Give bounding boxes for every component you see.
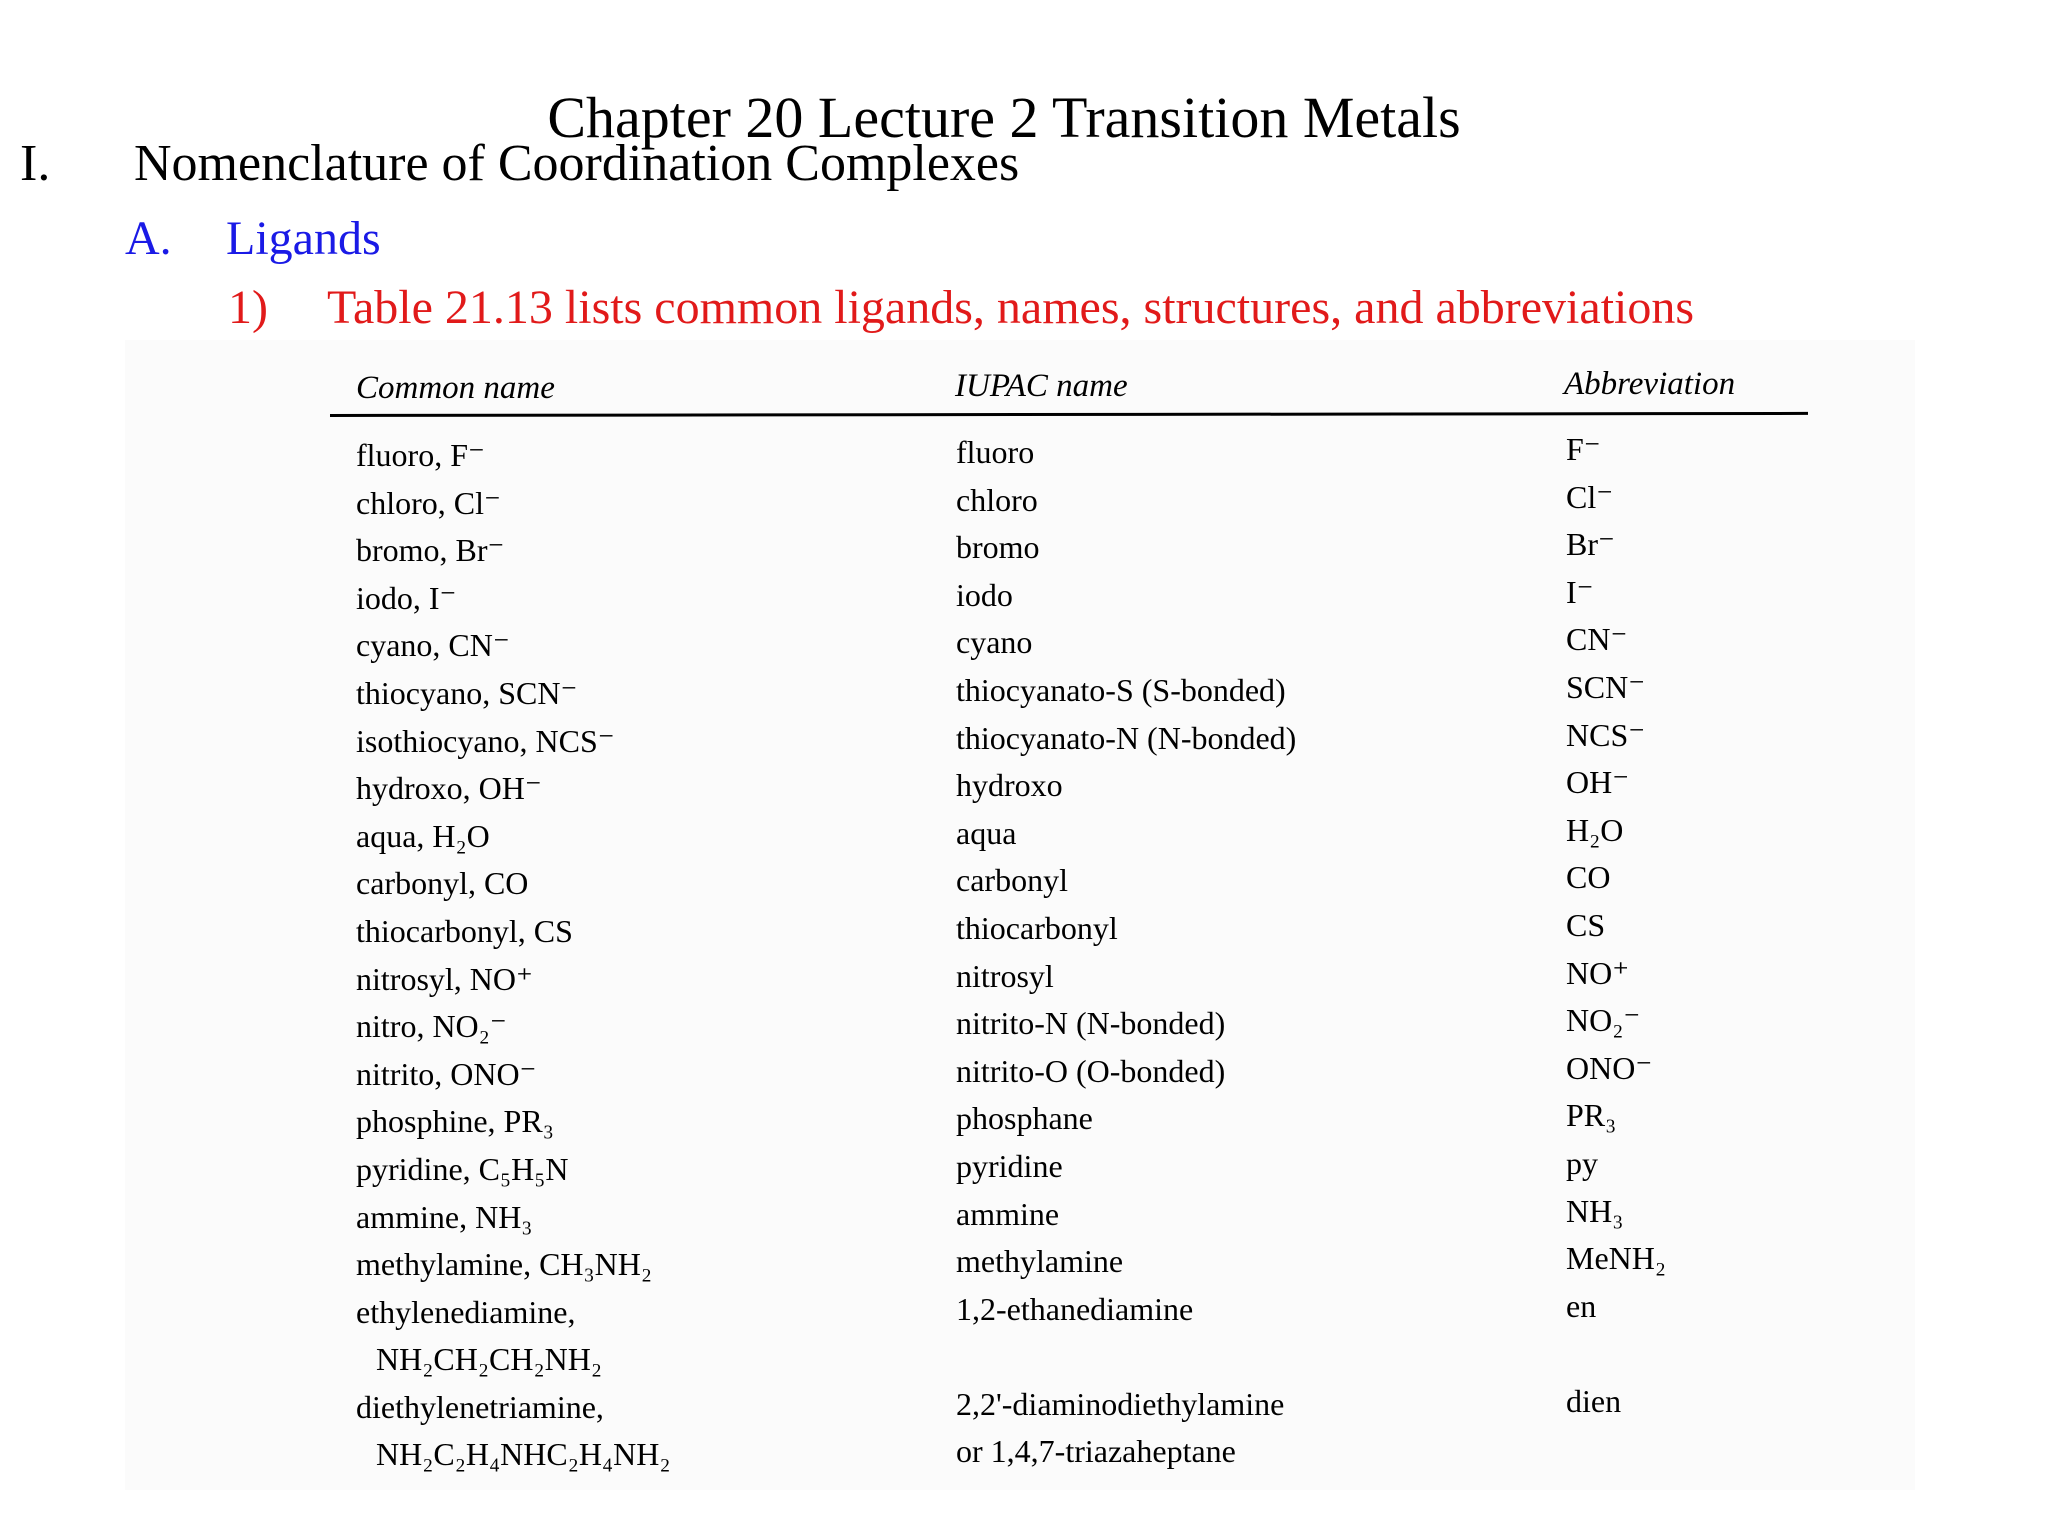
cell-common-name: fluoro, F⁻ [356,437,485,473]
column-header-iupac-name: IUPAC name [955,368,1128,404]
cell-abbreviation: PR₃ [1566,1097,1617,1134]
table-row [0,765,2048,813]
cell-abbreviation: MeNH₂ [1566,1240,1667,1277]
cell-abbreviation: H₂O [1566,811,1624,848]
table-row [0,1194,2048,1242]
cell-abbreviation: en [1566,1287,1597,1324]
cell-abbreviation: CN⁻ [1566,621,1628,658]
cell-common-name: bromo, Br⁻ [356,532,505,569]
table-row [0,1431,2048,1479]
cell-iupac-name: hydroxo [956,767,1063,804]
cell-common-name: ammine, NH₃ [356,1198,533,1235]
table-row [0,622,2048,670]
cell-common-name: cyano, CN⁻ [356,627,510,664]
column-header-abbreviation: Abbreviation [1564,366,1736,402]
cell-iupac-name: nitrosyl [956,957,1054,994]
cell-abbreviation: NCS⁻ [1566,716,1646,753]
cell-common-name: isothiocyano, NCS⁻ [356,722,615,759]
table-row [0,480,2048,528]
cell-common-name: diethylenetriamine, [356,1388,604,1425]
cell-iupac-name: 1,2-ethanediamine [956,1290,1194,1327]
cell-iupac-name: iodo [956,576,1013,613]
table-row [0,1384,2048,1432]
cell-common-name: methylamine, CH₃NH₂ [356,1246,653,1283]
cell-iupac-name: pyridine [956,1147,1063,1184]
cell-iupac-name: chloro [956,481,1038,518]
cell-iupac-name: carbonyl [956,862,1068,899]
cell-common-name: nitrito, ONO⁻ [356,1055,537,1092]
cell-common-name: phosphine, PR₃ [356,1103,554,1140]
outline-level2-heading: Ligands [226,212,381,265]
table-row [0,908,2048,956]
cell-iupac-name: bromo [956,529,1040,566]
cell-abbreviation: Br⁻ [1566,526,1615,563]
cell-iupac-name: nitrito-N (N-bonded) [956,1005,1226,1042]
cell-common-name: carbonyl, CO [356,865,529,902]
table-row [0,718,2048,766]
outline-level3-marker: 1) [228,281,268,334]
cell-iupac-name: fluoro [956,434,1035,470]
cell-common-name: nitro, NO₂⁻ [356,1008,507,1045]
cell-common-name: NH₂C₂H₄NHC₂H₄NH₂ [376,1436,671,1473]
cell-abbreviation: CO [1566,859,1611,896]
cell-iupac-name: nitrito-O (O-bonded) [956,1052,1226,1089]
cell-iupac-name: aqua [956,814,1017,851]
cell-common-name: chloro, Cl⁻ [356,484,501,521]
table-row [0,670,2048,718]
table-row [0,1146,2048,1194]
column-header-common-name: Common name [356,370,555,406]
slide-title: Chapter 20 Lecture 2 Transition Metals [547,85,1461,150]
table-row [0,527,2048,575]
cell-common-name: iodo, I⁻ [356,579,457,616]
cell-abbreviation: OH⁻ [1566,764,1630,801]
cell-abbreviation: py [1566,1144,1598,1181]
table-row [0,432,2048,480]
cell-iupac-name: thiocyanato-N (N-bonded) [956,719,1297,756]
table-row [0,1241,2048,1289]
cell-abbreviation: NH₃ [1566,1192,1624,1229]
table-row [0,1098,2048,1146]
cell-abbreviation: dien [1566,1382,1622,1419]
ligand-table-body [0,432,2048,1479]
cell-common-name: pyridine, C₅H₅N [356,1150,569,1187]
cell-iupac-name: cyano [956,624,1033,661]
table-row [0,1289,2048,1337]
cell-iupac-name: thiocyanato-S (S-bonded) [956,671,1286,708]
cell-common-name: thiocarbonyl, CS [356,912,573,949]
cell-common-name: nitrosyl, NO⁺ [356,960,533,997]
cell-iupac-name: methylamine [956,1243,1124,1280]
cell-iupac-name: or 1,4,7-triazaheptane [956,1433,1236,1470]
cell-common-name: NH₂CH₂CH₂NH₂ [376,1341,602,1378]
cell-abbreviation: Cl⁻ [1566,478,1614,515]
cell-abbreviation: ONO⁻ [1566,1049,1653,1086]
table-row [0,956,2048,1004]
outline-level3-text: Table 21.13 lists common ligands, names, structures, and abbreviations [327,281,1695,334]
cell-abbreviation: NO₂⁻ [1566,1002,1641,1039]
table-row [0,1051,2048,1099]
cell-abbreviation: CS [1566,906,1606,943]
table-row [0,860,2048,908]
table-row [0,1336,2048,1384]
cell-common-name: hydroxo, OH⁻ [356,770,542,807]
cell-abbreviation: F⁻ [1566,431,1601,467]
cell-iupac-name: 2,2'-diaminodiethylamine [956,1385,1285,1422]
cell-abbreviation: I⁻ [1566,573,1594,610]
cell-common-name: ethylenediamine, [356,1293,576,1330]
table-row [0,575,2048,623]
cell-iupac-name: thiocarbonyl [956,909,1118,946]
cell-iupac-name: ammine [956,1195,1060,1232]
cell-common-name: thiocyano, SCN⁻ [356,674,578,711]
table-row [0,1003,2048,1051]
cell-abbreviation: SCN⁻ [1566,668,1646,705]
cell-abbreviation: NO⁺ [1566,954,1630,991]
outline-level1-heading: Nomenclature of Coordination Complexes [134,135,1020,192]
cell-common-name: aqua, H₂O [356,817,490,854]
cell-iupac-name: phosphane [956,1100,1093,1137]
outline-level2-marker: A. [125,212,172,265]
outline-level1-marker: I. [20,135,51,192]
table-row [0,813,2048,861]
